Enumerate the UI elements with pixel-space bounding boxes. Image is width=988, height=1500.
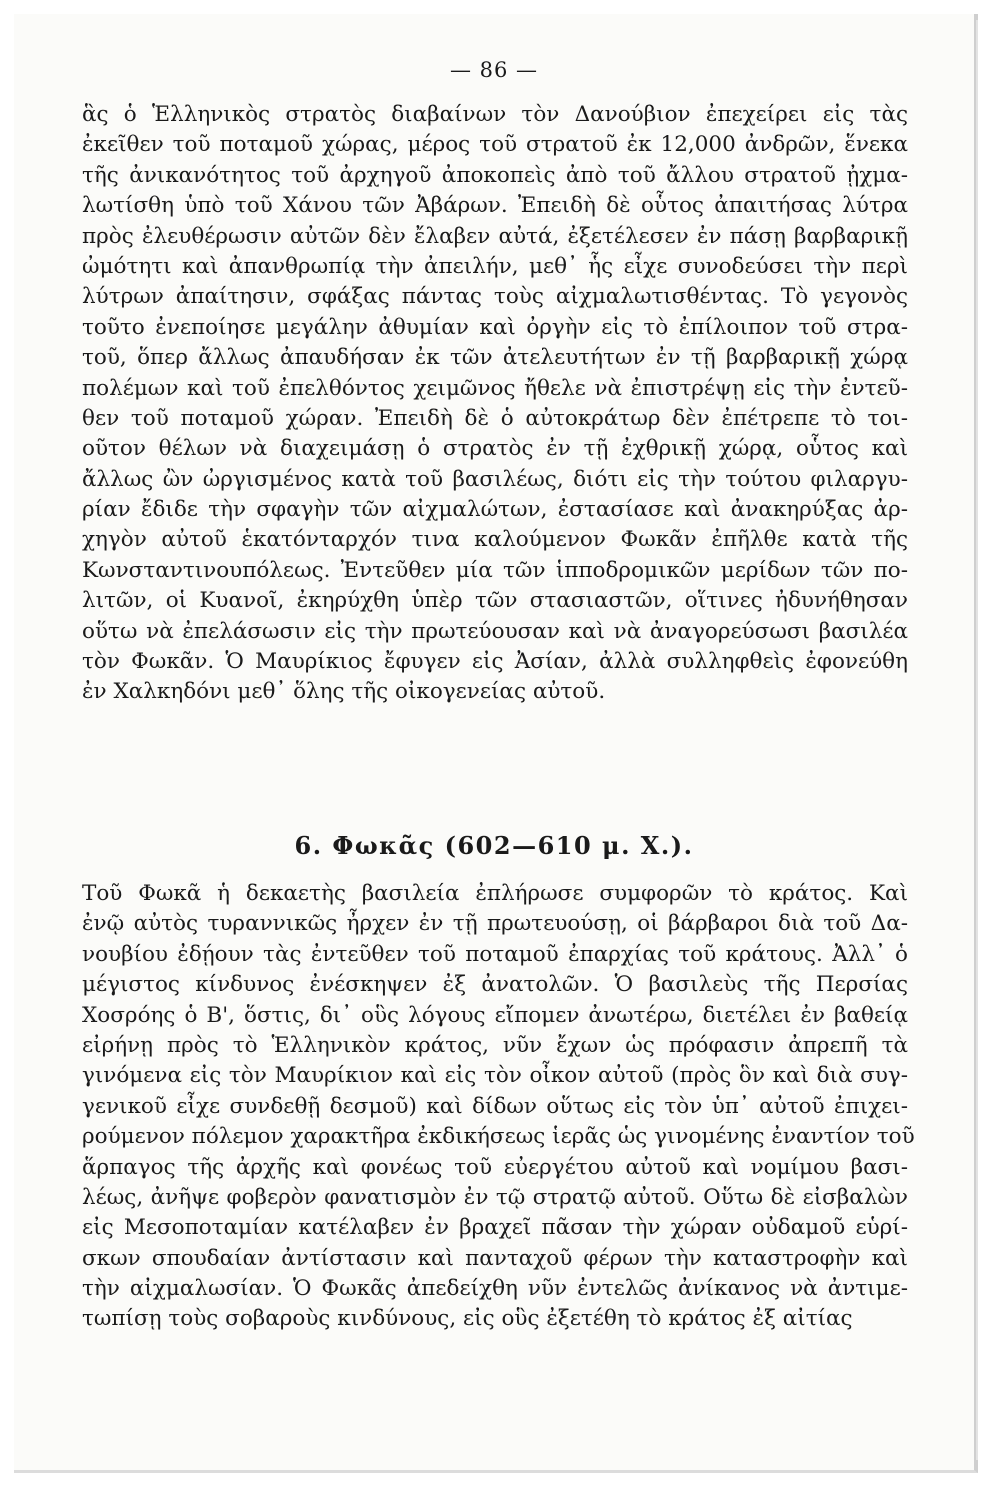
- page-edge-shadow: [976, 20, 978, 1460]
- text-line: οὕτω νὰ ἐπελάσωσιν εἰς τὴν πρωτεύουσαν καὶ νὰ ἀναγορεύσωσι βασιλέα: [82, 618, 908, 644]
- text-line: λιτῶν, οἱ Κυανοῖ, ἐκηρύχθη ὑπὲρ τῶν στασιαστῶν, οἵτινες ἠδυνήθησαν: [82, 588, 908, 614]
- paragraph-1: [82, 100, 908, 708]
- text-line: Κωνσταντινουπόλεως. Ἐντεῦθεν μία τῶν ἱπποδρομικῶν μερίδων τῶν πο-: [82, 557, 908, 583]
- text-line: τοῦ, ὅπερ ἄλλως ἀπαυδήσαν ἐκ τῶν ἀτελευτήτων ἐν τῇ βαρβαρικῇ χώρᾳ: [82, 345, 908, 371]
- text-line: μέγιστος κίνδυνος ἐνέσκηψεν ἐξ ἀνατολῶν. Ὁ βασιλεὺς τῆς Περσίας: [82, 972, 908, 998]
- text-line: νουβίου ἐδῄουν τὰς ἐντεῦθεν τοῦ ποταμοῦ ἐπαρχίας τοῦ κράτους. Ἀλλ᾽ ὁ: [82, 941, 908, 967]
- text-line: πολέμων καὶ τοῦ ἐπελθόντος χειμῶνος ἤθελε νὰ ἐπιστρέψῃ εἰς τὴν ἐντεῦ-: [82, 375, 908, 401]
- text-line: ἐνῷ αὐτὸς τυραννικῶς ἦρχεν ἐν τῇ πρωτευούσῃ, οἱ βάρβαροι διὰ τοῦ Δα-: [82, 911, 908, 937]
- paragraph-2: [82, 879, 915, 1335]
- text-line: ἃς ὁ Ἑλληνικὸς στρατὸς διαβαίνων τὸν Δανούβιον ἐπεχείρει εἰς τὰς: [82, 102, 908, 127]
- text-line: οῦτον θέλων νὰ διαχειμάσῃ ὁ στρατὸς ἐν τῇ ἐχθρικῇ χώρᾳ, οὗτος καὶ: [82, 436, 908, 462]
- text-line: Τοῦ Φωκᾶ ἡ δεκαετὴς βασιλεία ἐπλήρωσε συμφορῶν τὸ κράτος. Καὶ: [82, 881, 908, 906]
- text-line: ἄλλως ὢν ὠργισμένος κατὰ τοῦ βασιλέως, διότι εἰς τὴν τούτου φιλαργυ-: [82, 466, 908, 492]
- text-line: τὸν Φωκᾶν. Ὁ Μαυρίκιος ἔφυγεν εἰς Ἀσίαν, ἀλλὰ συλληφθεὶς ἐφονεύθη: [82, 649, 908, 675]
- text-line: θεν τοῦ ποταμοῦ χώραν. Ἐπειδὴ δὲ ὁ αὐτοκράτωρ δὲν ἐπέτρεπε τὸ τοι-: [82, 405, 908, 431]
- text-line: γινόμενα εἰς τὸν Μαυρίκιον καὶ εἰς τὸν οἶκον αὐτοῦ (πρὸς ὃν καὶ διὰ συγ-: [82, 1063, 908, 1089]
- text-line: λέως, ἀνῆψε φοβερὸν φανατισμὸν ἐν τῷ στρατῷ αὐτοῦ. Οὕτω δὲ εἰσβαλὼν: [82, 1184, 908, 1210]
- text-line: ἐκεῖθεν τοῦ ποταμοῦ χώρας, μέρος τοῦ στρατοῦ ἐκ 12,000 ἀνδρῶν, ἕνεκα: [82, 132, 908, 158]
- text-line: εἰς Μεσοποταμίαν κατέλαβεν ἐν βραχεῖ πᾶσαν τὴν χώραν οὐδαμοῦ εὑρί-: [82, 1215, 908, 1241]
- text-line: γενικοῦ εἶχε συνδεθῇ δεσμοῦ) καὶ δίδων οὕτως εἰς τὸν ὑπ᾽ αὐτοῦ ἐπιχει-: [82, 1093, 908, 1119]
- text-line: σκων σπουδαίαν ἀντίστασιν καὶ πανταχοῦ φέρων τὴν καταστροφὴν καὶ: [82, 1245, 908, 1271]
- text-line: πρὸς ἐλευθέρωσιν αὐτῶν δὲν ἔλαβεν αὐτά, ἐξετέλεσεν ἐν πάσῃ βαρβαρικῇ: [82, 223, 908, 249]
- text-line: ρούμενον πόλεμον χαρακτῆρα ἐκδικήσεως ἱερᾶς ὡς γινομένης ἐναντίον τοῦ: [82, 1124, 915, 1150]
- page-number: — 86 —: [449, 58, 539, 82]
- text-line: Χοσρόης ὁ Β', ὅστις, δι᾽ οὓς λόγους εἴπομεν ἀνωτέρω, διετέλει ἐν βαθείᾳ: [82, 1002, 908, 1028]
- text-line: τὴν αἰχμαλωσίαν. Ὁ Φωκᾶς ἀπεδείχθη νῦν ἐντελῶς ἀνίκανος νὰ ἀντιμε-: [82, 1276, 908, 1302]
- text-line: ρίαν ἔδιδε τὴν σφαγὴν τῶν αἰχμαλώτων, ἐστασίασε καὶ ἀνακηρύξας ἀρ-: [82, 497, 908, 523]
- text-line: εἰρήνῃ πρὸς τὸ Ἑλληνικὸν κράτος, νῦν ἔχων ὡς πρόφασιν ἀπρεπῆ τὰ: [82, 1032, 908, 1058]
- text-line: λωτίσθη ὑπὸ τοῦ Χάνου τῶν Ἀβάρων. Ἐπειδὴ δὲ οὗτος ἀπαιτήσας λύτρα: [82, 193, 908, 219]
- text-line: χηγὸν αὐτοῦ ἑκατόνταρχόν τινα καλούμενον Φωκᾶν ἐπῆλθε κατὰ τῆς: [82, 527, 908, 553]
- text-line: ὠμότητι καὶ ἀπανθρωπίᾳ τὴν ἀπειλήν, μεθ᾽ ἧς εἶχε συνοδεύσει τὴν περὶ: [82, 253, 908, 279]
- text-line: τωπίσῃ τοὺς σοβαροὺς κινδύνους, εἰς οὓς ἐξετέθη τὸ κράτος ἐξ αἰτίας: [82, 1306, 853, 1332]
- text-line: ἅρπαγος τῆς ἀρχῆς καὶ φονέως τοῦ εὐεργέτου αὐτοῦ καὶ νομίμου βασι-: [82, 1154, 908, 1180]
- text-line: λύτρων ἀπαίτησιν, σφάξας πάντας τοὺς αἰχμαλωτισθέντας. Τὸ γεγονὸς: [82, 284, 908, 310]
- text-line: τοῦτο ἐνεποίησε μεγάλην ἀθυμίαν καὶ ὀργὴν εἰς τὸ ἐπίλοιπον τοῦ στρα-: [82, 314, 908, 340]
- section-heading: 6. Φωκᾶς (602—610 μ. Χ.).: [294, 831, 694, 860]
- text-line: τῆς ἀνικανότητος τοῦ ἀρχηγοῦ ἀποκοπεὶς ἀπὸ τοῦ ἄλλου στρατοῦ ᾐχμα-: [82, 162, 908, 188]
- text-line: ἐν Χαλκηδόνι μεθ᾽ ὅλης τῆς οἰκογενείας αὐτοῦ.: [82, 679, 606, 705]
